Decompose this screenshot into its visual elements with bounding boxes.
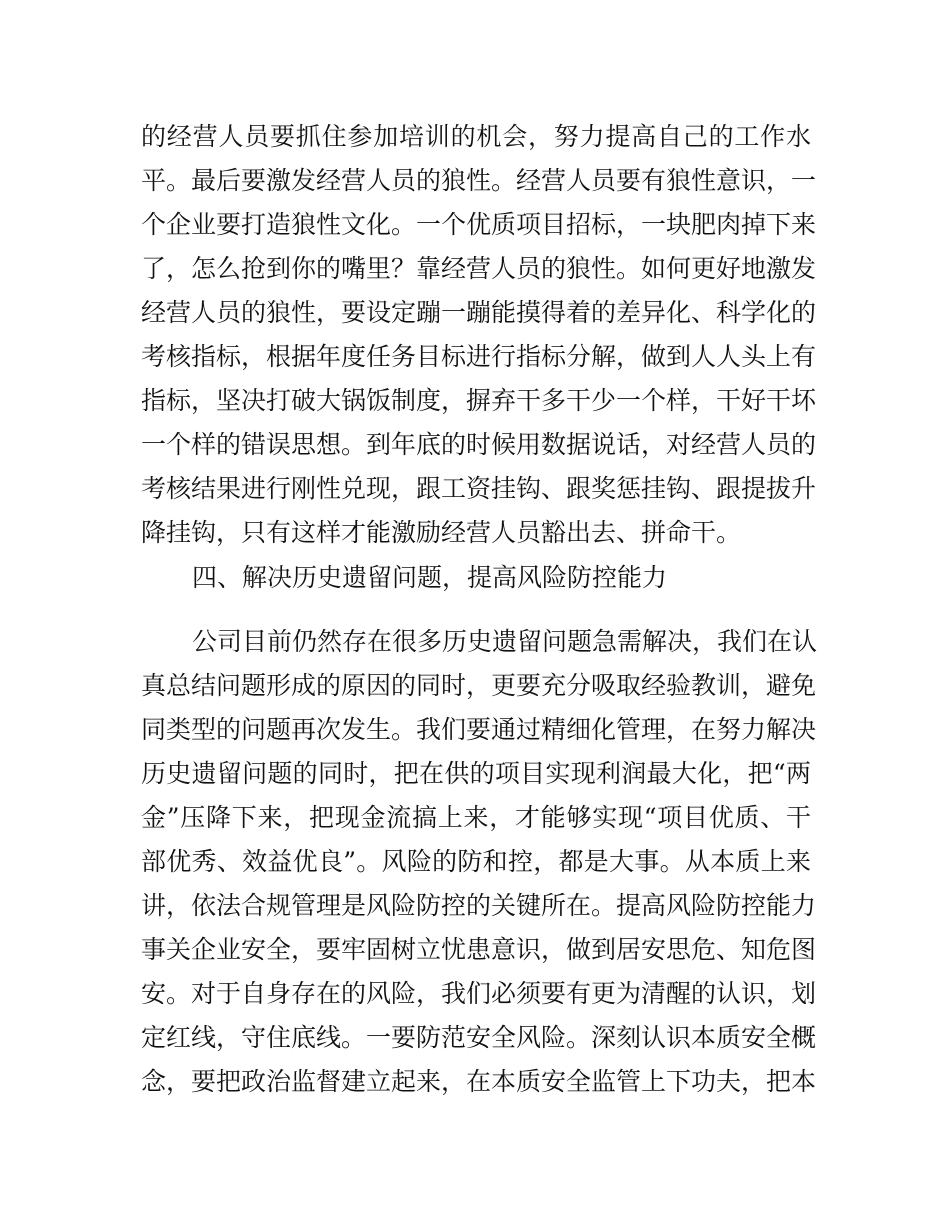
paragraph-line: 安。对于自身存在的风险，我们必须要有更为清醒的认识，划 <box>141 979 817 1008</box>
paragraph-line: 部优秀、效益优良”。风险的防和控，都是大事。从本质上来 <box>141 847 811 876</box>
section-heading: 四、解决历史遗留问题，提高风险防控能力 <box>192 563 668 592</box>
paragraph-line: 降挂钩，只有这样才能激励经营人员豁出去、拼命干。 <box>141 518 742 547</box>
paragraph-line: 考核指标，根据年度任务目标进行指标分解，做到人人头上有 <box>141 342 817 371</box>
paragraph-line: 同类型的问题再次发生。我们要通过精细化管理，在努力解决 <box>141 715 817 744</box>
paragraph-line: 平。最后要激发经营人员的狼性。经营人员要有狼性意识，一 <box>141 166 817 195</box>
paragraph-line: 金”压降下来，把现金流搞上来，才能够实现“项目优质、干 <box>141 803 811 832</box>
paragraph-line: 一个样的错误思想。到年底的时候用数据说话，对经营人员的 <box>141 430 817 459</box>
paragraph-line: 公司目前仍然存在很多历史遗留问题急需解决，我们在认 <box>192 627 818 656</box>
paragraph-line: 的经营人员要抓住参加培训的机会，努力提高自己的工作水 <box>141 122 811 151</box>
paragraph-line: 指标，坚决打破大锅饭制度，摒弃干多干少一个样，干好干坏 <box>141 386 817 415</box>
paragraph-line: 定红线，守住底线。一要防范安全风险。深刻认识本质安全概 <box>141 1023 817 1052</box>
paragraph-line: 经营人员的狼性，要设定蹦一蹦能摸得着的差异化、科学化的 <box>141 298 817 327</box>
paragraph-line: 讲，依法合规管理是风险防控的关键所在。提高风险防控能力 <box>141 891 817 920</box>
paragraph-line: 考核结果进行刚性兑现，跟工资挂钩、跟奖惩挂钩、跟提拔升 <box>141 474 817 503</box>
paragraph-line: 真总结问题形成的原因的同时，更要充分吸取经验教训，避免 <box>141 671 817 700</box>
paragraph-line: 历史遗留问题的同时，把在供的项目实现利润最大化，把“两 <box>141 759 811 788</box>
paragraph-line: 事关企业安全，要牢固树立忧患意识，做到居安思危、知危图 <box>141 935 817 964</box>
paragraph-line: 个企业要打造狼性文化。一个优质项目招标，一块肥肉掉下来 <box>141 210 817 239</box>
paragraph-line: 了，怎么抢到你的嘴里？靠经营人员的狼性。如何更好地激发 <box>141 254 817 283</box>
paragraph-line: 念，要把政治监督建立起来，在本质安全监管上下功夫，把本 <box>141 1067 817 1096</box>
